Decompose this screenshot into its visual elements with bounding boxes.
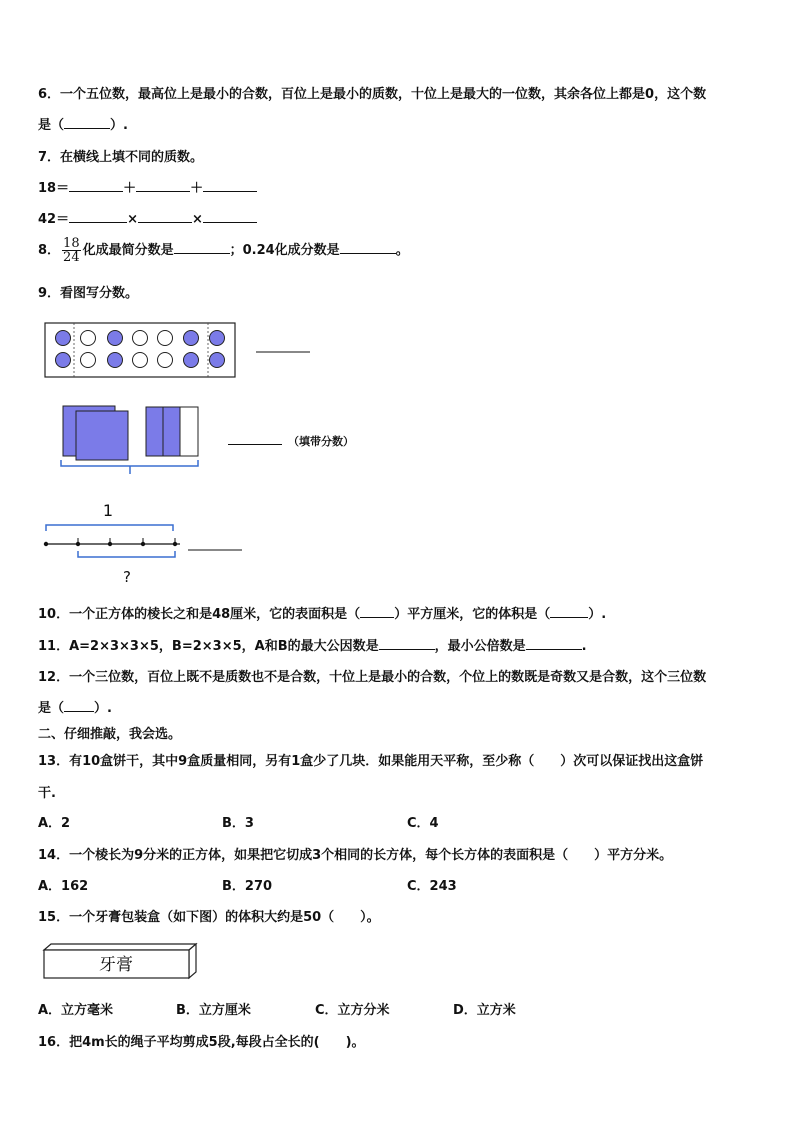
q13-line1: 13．有10盒饼干，其中9盒质量相同，另有1盒少了几块．如果能用天平称，至少称（ ）次可以保证找出这盒饼 (38, 754, 704, 769)
q7-eq2-blank-1[interactable] (69, 210, 127, 223)
q11-line (38, 635, 587, 654)
number-line-bottom-label: ? (123, 568, 131, 586)
plus-sign: ＋ (190, 181, 204, 196)
q8-prefix: 8． (38, 243, 61, 258)
box-side-face (189, 944, 196, 978)
q6-line2 (38, 114, 128, 133)
q9-fig2-answer (228, 432, 354, 449)
box-top-face (44, 944, 196, 950)
q15-line1: 15．一个牙膏包装盒（如下图）的体积大约是50（ ）。 (38, 910, 380, 925)
q9-fig2-answer-blank[interactable] (228, 432, 282, 445)
q7-prompt: 7．在横线上填不同的质数。 (38, 150, 204, 165)
q8-end: 。 (395, 243, 409, 258)
section-2-heading: 二、仔细推敲，我会选。 (38, 727, 182, 742)
q12-line2 (38, 697, 112, 716)
partial-strip (163, 407, 180, 456)
empty-dot (81, 331, 96, 346)
q7-eq1 (38, 177, 257, 196)
empty-dot (158, 353, 173, 368)
filled-dot (108, 353, 123, 368)
q7-eq2-lhs: 42＝ (38, 212, 70, 227)
toothpaste-box-figure (42, 942, 202, 982)
q11-mid: ，最小公倍数是 (434, 639, 526, 654)
q10-line (38, 603, 606, 622)
q8-text1: 化成最简分数是 (82, 243, 174, 258)
filled-dot (56, 353, 71, 368)
q13-option-c[interactable]: C．4 (407, 816, 439, 831)
q10-text: 10．一个正方体的棱长之和是48厘米，它的表面积是（ (38, 607, 361, 622)
q15-option-a[interactable]: A．立方毫米 (38, 1003, 114, 1018)
q6-suffix: ）. (110, 118, 128, 133)
fraction-denominator: 24 (63, 250, 80, 265)
q14-line1: 14．一个棱长为9分米的正方体，如果把它切成3个相同的长方体，每个长方体的表面积是（ ）平方分米。 (38, 848, 673, 863)
filled-dot (210, 331, 225, 346)
q7-eq1-blank-3[interactable] (203, 179, 257, 192)
tick-dot (44, 542, 48, 546)
box-label: 牙膏 (99, 955, 133, 975)
filled-dot (184, 331, 199, 346)
q14-option-c[interactable]: C．243 (407, 879, 457, 894)
q6-prefix: 是（ (38, 118, 65, 133)
partial-strip (146, 407, 163, 456)
q15-option-d[interactable]: D．立方米 (453, 1003, 516, 1018)
times-sign: × (192, 212, 203, 227)
q14-option-a[interactable]: A．162 (38, 879, 89, 894)
q6-line1: 6．一个五位数，最高位上是最小的合数，百位上是最小的质数，十位上是最大的一位数，其余各位上都是0，这个数 (38, 87, 707, 102)
empty-dot (133, 331, 148, 346)
q10-blank-2[interactable] (550, 605, 588, 618)
bracket-below (61, 460, 198, 474)
q16-line1: 16．把4m长的绳子平均剪成5段,每段占全长的( )。 (38, 1035, 365, 1050)
q10-mid: ）平方厘米，它的体积是（ (394, 607, 551, 622)
square-figure (58, 402, 208, 478)
q10-blank-1[interactable] (360, 605, 394, 618)
q7-eq2-blank-2[interactable] (138, 210, 192, 223)
q14-option-b[interactable]: B．270 (222, 879, 273, 894)
q8-blank-2[interactable] (340, 241, 396, 254)
q9-fig2-note: （填带分数） (288, 435, 354, 448)
q12-suffix: ）. (94, 701, 112, 716)
q7-eq1-blank-1[interactable] (69, 179, 123, 192)
q13-option-b[interactable]: B．3 (222, 816, 254, 831)
q13-line2: 干. (38, 786, 56, 801)
q7-eq1-blank-2[interactable] (136, 179, 190, 192)
q11-blank-2[interactable] (526, 637, 582, 650)
empty-dot (81, 353, 96, 368)
q11-end: . (581, 639, 587, 654)
number-line-top-label: 1 (102, 501, 114, 520)
q12-answer-blank[interactable] (64, 699, 94, 712)
q11-blank-1[interactable] (379, 637, 435, 650)
number-line-figure (40, 500, 250, 588)
square-front (76, 411, 128, 460)
empty-dot (158, 331, 173, 346)
q12-line1: 12．一个三位数，百位上既不是质数也不是合数，十位上是最小的合数，个位上的数既是奇数又是合数，这个三位数 (38, 670, 707, 685)
filled-dot (108, 331, 123, 346)
q12-prefix: 是（ (38, 701, 65, 716)
q8-line (38, 237, 409, 264)
plus-sign: ＋ (123, 181, 137, 196)
q15-option-c[interactable]: C．立方分米 (315, 1003, 390, 1018)
filled-dot (184, 353, 199, 368)
q6-answer-blank[interactable] (64, 116, 110, 129)
times-sign: × (127, 212, 138, 227)
top-bracket (46, 525, 173, 531)
q8-text2: ；0.24化成分数是 (229, 243, 340, 258)
fraction-18-24 (62, 237, 81, 264)
bottom-bracket (78, 551, 175, 557)
fraction-numerator: 18 (63, 236, 80, 251)
q10-end: ）. (588, 607, 607, 622)
q13-option-a[interactable]: A．2 (38, 816, 71, 831)
empty-dot (133, 353, 148, 368)
q7-eq1-lhs: 18＝ (38, 181, 70, 196)
q7-eq2-blank-3[interactable] (203, 210, 257, 223)
q7-eq2 (38, 208, 257, 227)
q11-text: 11．A=2×3×3×5，B=2×3×5，A和B的最大公因数是 (38, 639, 379, 654)
number-line-ticks (44, 538, 177, 546)
filled-dot (210, 353, 225, 368)
filled-dot (56, 331, 71, 346)
q9-prompt: 9．看图写分数。 (38, 286, 139, 301)
q8-blank-1[interactable] (174, 241, 230, 254)
dot-grid-figure (44, 322, 316, 380)
q15-option-b[interactable]: B．立方厘米 (176, 1003, 251, 1018)
